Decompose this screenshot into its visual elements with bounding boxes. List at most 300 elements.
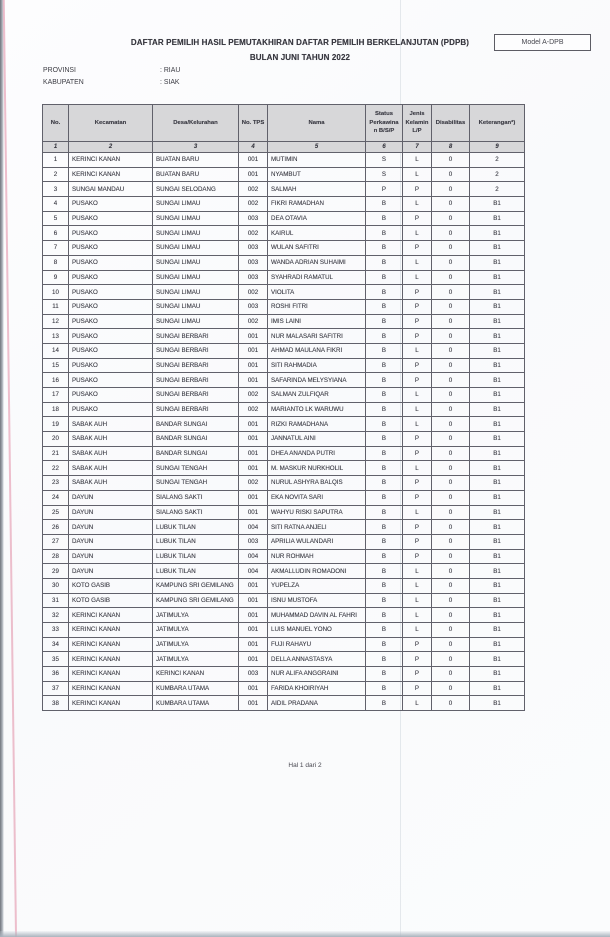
table-cell: MUHAMMAD DAVIN AL FAHRI	[268, 608, 366, 623]
table-cell: JATIMULYA	[153, 637, 239, 652]
table-row	[43, 432, 525, 447]
table-cell: 003	[239, 211, 268, 226]
table-cell: 0	[432, 358, 470, 373]
table-cell: 0	[432, 270, 470, 285]
table-cell: B	[366, 520, 403, 535]
table-cell: 13	[43, 329, 69, 344]
table-cell: 26	[43, 520, 69, 535]
document-meta	[43, 65, 180, 89]
table-cell: B	[366, 549, 403, 564]
table-cell: L	[403, 197, 432, 212]
table-row	[43, 446, 525, 461]
table-cell: B	[366, 285, 403, 300]
scan-margin-line	[3, 0, 17, 937]
table-cell: IMIS LAINI	[268, 314, 366, 329]
table-cell: SUNGAI TENGAH	[153, 461, 239, 476]
table-cell: PUSAKO	[69, 358, 153, 373]
table-cell: B1	[470, 593, 525, 608]
table-cell: B1	[470, 373, 525, 388]
column-header-no: No.	[43, 105, 69, 142]
table-cell: B1	[470, 461, 525, 476]
table-cell: 004	[239, 549, 268, 564]
column-number-cell: 6	[366, 142, 403, 153]
table-row	[43, 226, 525, 241]
table-cell: B1	[470, 490, 525, 505]
column-number-cell: 4	[239, 142, 268, 153]
table-cell: 001	[239, 490, 268, 505]
table-cell: P	[403, 241, 432, 256]
table-cell: SUNGAI TENGAH	[153, 476, 239, 491]
table-cell: 0	[432, 388, 470, 403]
table-cell: B1	[470, 197, 525, 212]
column-number-cell: 1	[43, 142, 69, 153]
table-row	[43, 461, 525, 476]
table-row	[43, 608, 525, 623]
meta-kabupaten-label: KABUPATEN	[43, 79, 84, 86]
table-cell: PUSAKO	[69, 388, 153, 403]
table-row	[43, 667, 525, 682]
table-cell: KERINCI KANAN	[69, 153, 153, 168]
table-cell: 001	[239, 373, 268, 388]
table-cell: 001	[239, 446, 268, 461]
table-row	[43, 270, 525, 285]
table-cell: 23	[43, 476, 69, 491]
table-cell: B	[366, 255, 403, 270]
table-cell: SUNGAI LIMAU	[153, 255, 239, 270]
table-cell: L	[403, 623, 432, 638]
table-cell: 9	[43, 270, 69, 285]
meta-provinsi-value: : RIAU	[160, 67, 181, 74]
table-cell: FIKRI RAMADHAN	[268, 197, 366, 212]
table-cell: SUNGAI LIMAU	[153, 270, 239, 285]
table-cell: SUNGAI LIMAU	[153, 241, 239, 256]
table-cell: 25	[43, 505, 69, 520]
table-cell: 0	[432, 373, 470, 388]
table-cell: FUJI RAHAYU	[268, 637, 366, 652]
table-cell: P	[403, 358, 432, 373]
column-number-cell: 9	[470, 142, 525, 153]
table-cell: PUSAKO	[69, 285, 153, 300]
table-cell: SUNGAI BERBARI	[153, 402, 239, 417]
table-cell: 002	[239, 226, 268, 241]
table-cell: 16	[43, 373, 69, 388]
table-row	[43, 520, 525, 535]
table-cell: 30	[43, 578, 69, 593]
table-cell: 5	[43, 211, 69, 226]
column-header-nama: Nama	[268, 105, 366, 142]
table-cell: NYAMBUT	[268, 167, 366, 182]
table-cell: P	[403, 667, 432, 682]
table-row	[43, 358, 525, 373]
table-cell: AHMAD MAULANA FIKRI	[268, 343, 366, 358]
scan-left-edge	[0, 0, 4, 937]
table-cell: BANDAR SUNGAI	[153, 446, 239, 461]
table-row	[43, 549, 525, 564]
table-cell: 10	[43, 285, 69, 300]
table-cell: L	[403, 226, 432, 241]
voter-table-head	[43, 105, 525, 153]
table-cell: L	[403, 255, 432, 270]
table-cell: B	[366, 623, 403, 638]
table-cell: L	[403, 593, 432, 608]
table-cell: DHEA ANANDA PUTRI	[268, 446, 366, 461]
table-cell: NUR ROHMAH	[268, 549, 366, 564]
table-cell: B	[366, 241, 403, 256]
table-cell: EKA NOVITA SARI	[268, 490, 366, 505]
table-cell: NUR MALASARI SAFITRI	[268, 329, 366, 344]
table-cell: SUNGAI BERBARI	[153, 373, 239, 388]
table-cell: 0	[432, 461, 470, 476]
table-cell: B	[366, 373, 403, 388]
table-cell: ROSHI FITRI	[268, 299, 366, 314]
table-cell: B	[366, 270, 403, 285]
table-cell: 0	[432, 667, 470, 682]
table-cell: 0	[432, 578, 470, 593]
table-cell: 0	[432, 432, 470, 447]
table-cell: 003	[239, 534, 268, 549]
table-cell: B	[366, 432, 403, 447]
table-cell: B	[366, 343, 403, 358]
column-header-desa: Desa/Kelurahan	[153, 105, 239, 142]
table-cell: DEA OTAVIA	[268, 211, 366, 226]
table-row	[43, 167, 525, 182]
column-number-row	[43, 142, 525, 153]
table-row	[43, 373, 525, 388]
table-cell: 001	[239, 153, 268, 168]
meta-kabupaten-value: : SIAK	[160, 79, 180, 86]
voter-table	[42, 104, 525, 711]
table-cell: 0	[432, 593, 470, 608]
table-cell: 32	[43, 608, 69, 623]
scan-bottom-edge	[0, 931, 610, 937]
table-cell: 001	[239, 329, 268, 344]
header-row	[43, 105, 525, 142]
table-cell: P	[403, 314, 432, 329]
table-cell: 29	[43, 564, 69, 579]
table-cell: SALMAH	[268, 182, 366, 197]
table-cell: SUNGAI BERBARI	[153, 358, 239, 373]
table-cell: LUIS MANUEL YONO	[268, 623, 366, 638]
table-cell: 0	[432, 211, 470, 226]
table-cell: SUNGAI BERBARI	[153, 329, 239, 344]
table-cell: 0	[432, 314, 470, 329]
table-cell: KERINCI KANAN	[69, 681, 153, 696]
table-cell: ISNU MUSTOFA	[268, 593, 366, 608]
table-cell: SUNGAI BERBARI	[153, 388, 239, 403]
table-cell: 2	[470, 182, 525, 197]
table-cell: KERINCI KANAN	[69, 623, 153, 638]
table-cell: L	[403, 402, 432, 417]
table-cell: 21	[43, 446, 69, 461]
page-number-text: Hal 1 dari 2	[288, 762, 322, 769]
table-cell: B	[366, 652, 403, 667]
table-cell: 0	[432, 402, 470, 417]
table-cell: 002	[239, 285, 268, 300]
table-cell: PUSAKO	[69, 211, 153, 226]
table-cell: B	[366, 417, 403, 432]
table-cell: KERINCI KANAN	[69, 637, 153, 652]
table-cell: LUBUK TILAN	[153, 520, 239, 535]
table-cell: B	[366, 476, 403, 491]
table-cell: P	[403, 373, 432, 388]
table-cell: 003	[239, 241, 268, 256]
table-cell: P	[403, 476, 432, 491]
table-cell: 38	[43, 696, 69, 711]
table-row	[43, 285, 525, 300]
table-cell: B1	[470, 358, 525, 373]
table-cell: B	[366, 681, 403, 696]
meta-provinsi-label: PROVINSI	[43, 67, 76, 74]
table-cell: 0	[432, 343, 470, 358]
table-cell: B1	[470, 314, 525, 329]
column-header-status: Status Perkawina n B/S/P	[366, 105, 403, 142]
table-cell: B	[366, 461, 403, 476]
table-cell: SIALANG SAKTI	[153, 505, 239, 520]
table-cell: PUSAKO	[69, 329, 153, 344]
table-cell: WAHYU RISKI SAPUTRA	[268, 505, 366, 520]
table-cell: SABAK AUH	[69, 417, 153, 432]
table-cell: RIZKI RAMADHANA	[268, 417, 366, 432]
table-cell: 34	[43, 637, 69, 652]
table-cell: KAMPUNG SRI GEMILANG	[153, 578, 239, 593]
table-cell: SUNGAI LIMAU	[153, 314, 239, 329]
table-cell: 4	[43, 197, 69, 212]
column-number-cell: 7	[403, 142, 432, 153]
table-cell: 001	[239, 343, 268, 358]
table-row	[43, 696, 525, 711]
table-cell: KERINCI KANAN	[69, 667, 153, 682]
table-cell: 2	[43, 167, 69, 182]
table-cell: P	[366, 182, 403, 197]
table-cell: B	[366, 696, 403, 711]
table-cell: B1	[470, 402, 525, 417]
table-row	[43, 505, 525, 520]
table-cell: JANNATUL AINI	[268, 432, 366, 447]
table-cell: B1	[470, 255, 525, 270]
table-cell: 002	[239, 402, 268, 417]
document-title-block	[58, 35, 542, 65]
table-cell: B	[366, 211, 403, 226]
table-cell: B1	[470, 285, 525, 300]
table-cell: 0	[432, 696, 470, 711]
table-cell: B	[366, 578, 403, 593]
table-cell: L	[403, 153, 432, 168]
table-cell: 0	[432, 241, 470, 256]
table-cell: B	[366, 299, 403, 314]
table-cell: B	[366, 226, 403, 241]
table-cell: 0	[432, 637, 470, 652]
table-cell: 28	[43, 549, 69, 564]
meta-provinsi-row	[43, 65, 180, 77]
table-cell: B	[366, 388, 403, 403]
table-cell: B1	[470, 564, 525, 579]
table-cell: 0	[432, 226, 470, 241]
table-cell: SIALANG SAKTI	[153, 490, 239, 505]
table-cell: B1	[470, 505, 525, 520]
table-cell: 001	[239, 167, 268, 182]
table-cell: WANDA ADRIAN SUHAIMI	[268, 255, 366, 270]
table-row	[43, 255, 525, 270]
table-cell: B	[366, 314, 403, 329]
table-cell: DAYUN	[69, 490, 153, 505]
table-cell: B	[366, 608, 403, 623]
table-row	[43, 637, 525, 652]
table-cell: B1	[470, 211, 525, 226]
table-cell: B1	[470, 432, 525, 447]
meta-kabupaten-row	[43, 77, 180, 89]
table-cell: JATIMULYA	[153, 652, 239, 667]
table-cell: 001	[239, 637, 268, 652]
table-cell: 001	[239, 578, 268, 593]
table-cell: 35	[43, 652, 69, 667]
table-cell: B1	[470, 343, 525, 358]
table-cell: PUSAKO	[69, 270, 153, 285]
table-cell: B	[366, 637, 403, 652]
table-row	[43, 197, 525, 212]
table-cell: SUNGAI BERBARI	[153, 343, 239, 358]
table-cell: KAMPUNG SRI GEMILANG	[153, 593, 239, 608]
table-cell: 0	[432, 520, 470, 535]
table-cell: 001	[239, 358, 268, 373]
table-cell: B	[366, 534, 403, 549]
table-cell: 19	[43, 417, 69, 432]
table-cell: 22	[43, 461, 69, 476]
table-cell: 33	[43, 623, 69, 638]
table-cell: 0	[432, 197, 470, 212]
table-cell: WULAN SAFITRI	[268, 241, 366, 256]
table-cell: 12	[43, 314, 69, 329]
table-row	[43, 182, 525, 197]
table-cell: 2	[470, 167, 525, 182]
table-cell: BANDAR SUNGAI	[153, 417, 239, 432]
table-cell: 002	[239, 388, 268, 403]
table-cell: 0	[432, 153, 470, 168]
table-cell: B1	[470, 446, 525, 461]
table-cell: SABAK AUH	[69, 446, 153, 461]
table-cell: DAYUN	[69, 534, 153, 549]
table-cell: PUSAKO	[69, 197, 153, 212]
table-cell: 001	[239, 623, 268, 638]
table-cell: 0	[432, 505, 470, 520]
table-row	[43, 299, 525, 314]
table-cell: PUSAKO	[69, 299, 153, 314]
table-cell: DAYUN	[69, 520, 153, 535]
table-cell: 002	[239, 197, 268, 212]
table-cell: SUNGAI LIMAU	[153, 211, 239, 226]
table-cell: SUNGAI LIMAU	[153, 226, 239, 241]
table-cell: L	[403, 564, 432, 579]
column-number-cell: 5	[268, 142, 366, 153]
table-cell: SABAK AUH	[69, 432, 153, 447]
table-row	[43, 241, 525, 256]
table-cell: FARIDA KHOIRIYAH	[268, 681, 366, 696]
table-cell: PUSAKO	[69, 226, 153, 241]
table-cell: P	[403, 652, 432, 667]
table-cell: B1	[470, 241, 525, 256]
table-cell: B	[366, 490, 403, 505]
column-number-cell: 8	[432, 142, 470, 153]
table-cell: 002	[239, 476, 268, 491]
document-subtitle: BULAN JUNI TAHUN 2022	[249, 53, 351, 62]
table-cell: 0	[432, 652, 470, 667]
table-cell: 17	[43, 388, 69, 403]
table-cell: B1	[470, 226, 525, 241]
table-row	[43, 343, 525, 358]
table-cell: 8	[43, 255, 69, 270]
table-cell: 0	[432, 285, 470, 300]
table-cell: P	[403, 549, 432, 564]
table-row	[43, 578, 525, 593]
table-cell: 003	[239, 299, 268, 314]
table-cell: L	[403, 343, 432, 358]
table-cell: M. MASKUR NURKHOLIL	[268, 461, 366, 476]
table-cell: 27	[43, 534, 69, 549]
table-cell: B1	[470, 549, 525, 564]
table-cell: DAYUN	[69, 564, 153, 579]
column-header-jenis: Jenis Kelamin L/P	[403, 105, 432, 142]
table-cell: BUATAN BARU	[153, 153, 239, 168]
table-cell: NUR ALIFA ANGGRAINI	[268, 667, 366, 682]
table-row	[43, 417, 525, 432]
table-cell: P	[403, 520, 432, 535]
table-cell: P	[403, 432, 432, 447]
table-cell: P	[403, 637, 432, 652]
table-cell: B	[366, 505, 403, 520]
table-cell: SUNGAI LIMAU	[153, 285, 239, 300]
table-cell: 37	[43, 681, 69, 696]
table-cell: SYAHRADI RAMATUL	[268, 270, 366, 285]
page-footer	[0, 762, 610, 769]
voter-table-body	[43, 153, 525, 711]
table-cell: B	[366, 564, 403, 579]
table-cell: B1	[470, 329, 525, 344]
table-cell: 14	[43, 343, 69, 358]
table-cell: KAIRUL	[268, 226, 366, 241]
table-cell: 20	[43, 432, 69, 447]
table-cell: B1	[470, 623, 525, 638]
table-cell: DAYUN	[69, 549, 153, 564]
table-cell: 0	[432, 167, 470, 182]
table-cell: 0	[432, 299, 470, 314]
table-cell: DELLA ANNASTASYA	[268, 652, 366, 667]
column-header-tps: No. TPS	[239, 105, 268, 142]
table-cell: SABAK AUH	[69, 476, 153, 491]
table-cell: 0	[432, 534, 470, 549]
table-cell: 0	[432, 564, 470, 579]
table-cell: PUSAKO	[69, 255, 153, 270]
table-cell: L	[403, 388, 432, 403]
table-cell: 001	[239, 681, 268, 696]
table-cell: B1	[470, 388, 525, 403]
table-cell: JATIMULYA	[153, 608, 239, 623]
table-cell: 11	[43, 299, 69, 314]
table-cell: KERINCI KANAN	[69, 652, 153, 667]
model-badge	[494, 34, 591, 51]
table-cell: KOTO GASIB	[69, 593, 153, 608]
table-cell: KOTO GASIB	[69, 578, 153, 593]
table-cell: P	[403, 446, 432, 461]
table-cell: KERINCI KANAN	[69, 167, 153, 182]
table-cell: P	[403, 681, 432, 696]
table-cell: 0	[432, 549, 470, 564]
table-cell: L	[403, 696, 432, 711]
table-cell: 15	[43, 358, 69, 373]
table-cell: SUNGAI LIMAU	[153, 299, 239, 314]
table-row	[43, 402, 525, 417]
table-cell: L	[403, 608, 432, 623]
table-cell: S	[366, 167, 403, 182]
table-cell: 003	[239, 255, 268, 270]
